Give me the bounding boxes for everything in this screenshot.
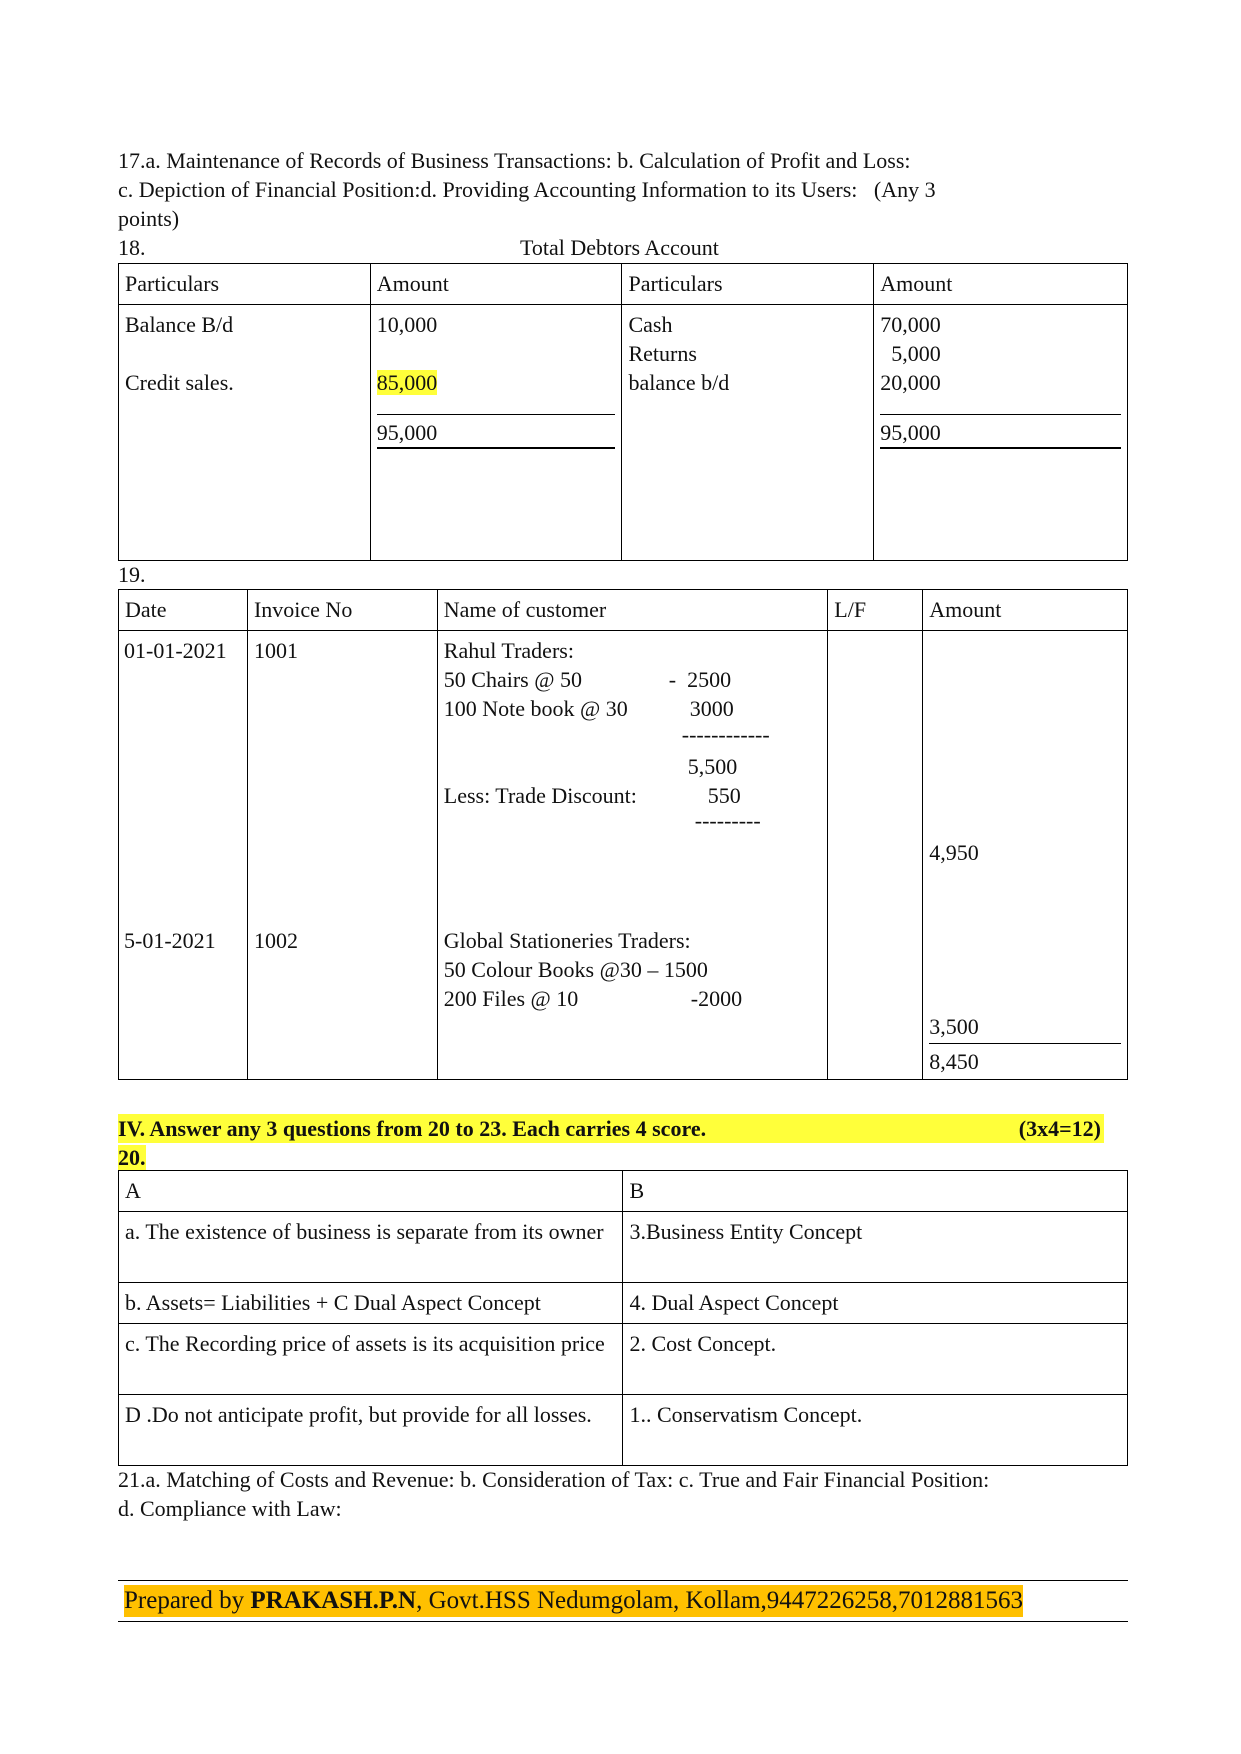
debit-particulars	[119, 305, 371, 561]
sales-book-table	[118, 589, 1128, 1080]
particular: balance b/d	[628, 370, 730, 395]
particular: Balance B/d	[125, 312, 234, 337]
author-name: PRAKASH.P.N	[250, 1587, 417, 1614]
amount: 5,000	[880, 341, 941, 366]
item-line: 50 Colour Books @30 – 1500	[443, 957, 708, 982]
concept-b: 3.Business Entity Concept	[623, 1212, 1128, 1283]
footer	[118, 1580, 1128, 1622]
q21-answer	[118, 1465, 1148, 1523]
table-header-row	[119, 1171, 1128, 1212]
highlighted-amount: 85,000	[376, 370, 438, 395]
section-heading	[118, 1114, 1104, 1172]
table-row	[119, 305, 1128, 561]
statement-a: D .Do not anticipate profit, but provide for all losses.	[119, 1395, 623, 1466]
customer-cell	[437, 631, 828, 1080]
statement-a: c. The Recording price of assets is its acquisition price	[119, 1324, 623, 1395]
column-header: Name of customer	[437, 590, 828, 631]
invoice-number: 1001	[253, 638, 298, 663]
column-header: Particulars	[622, 264, 874, 305]
dashed-rule: ------------	[681, 722, 770, 747]
credit-total: 95,000	[880, 418, 1121, 449]
q17-line3: points)	[118, 206, 180, 231]
customer-name: Global Stationeries Traders:	[443, 928, 691, 953]
item-line: 200 Files @ 10	[443, 986, 579, 1011]
customer-name: Rahul Traders:	[443, 638, 574, 663]
table-row	[119, 1395, 1128, 1466]
footer-suffix: , Govt.HSS Nedumgolam, Kollam,9447226258,7012881563	[416, 1587, 1024, 1614]
row-amount: 4,950	[929, 840, 979, 865]
lf-cell	[828, 631, 923, 1080]
column-header: Date	[119, 590, 248, 631]
footer-prefix: Prepared by	[124, 1587, 251, 1614]
q20-number: 20.	[118, 1145, 146, 1170]
column-header: A	[119, 1171, 623, 1212]
column-header: Invoice No	[247, 590, 437, 631]
amount: 70,000	[880, 312, 941, 337]
statement-a: a. The existence of business is separate from its owner	[119, 1212, 623, 1283]
column-header: L/F	[828, 590, 923, 631]
date-cell	[119, 631, 248, 1080]
table-row	[119, 1324, 1128, 1395]
particular: Cash	[628, 312, 673, 337]
subtotal: 5,500	[687, 754, 738, 779]
credit-particulars	[622, 305, 874, 561]
footer-credit	[124, 1585, 1023, 1617]
amount: 20,000	[880, 370, 941, 395]
discount-amount: 550	[707, 783, 741, 808]
item-line: 100 Note book @ 30	[443, 696, 628, 721]
invoice-number: 1002	[253, 928, 298, 953]
date: 5-01-2021	[124, 928, 216, 953]
q21-line1: 21.a. Matching of Costs and Revenue: b. Consideration of Tax: c. True and Fair Financial Position:	[118, 1467, 990, 1492]
grand-total: 8,450	[929, 1049, 979, 1074]
section-title: IV. Answer any 3 questions from 20 to 23. Each carries 4 score.	[118, 1116, 707, 1141]
debtors-account-table	[118, 263, 1128, 561]
total-rule	[377, 397, 616, 415]
particular: Credit sales.	[125, 370, 234, 395]
column-header: Particulars	[119, 264, 371, 305]
statement-a: b. Assets= Liabilities + C Dual Aspect Concept	[119, 1283, 623, 1324]
invoice-cell	[247, 631, 437, 1080]
row-amount: 3,500	[929, 1012, 1121, 1044]
concept-b: 4. Dual Aspect Concept	[623, 1283, 1128, 1324]
particular: Returns	[628, 341, 697, 366]
item-amount: - 2500	[668, 667, 732, 692]
q17-line2: c. Depiction of Financial Position:d. Providing Accounting Information to its Users: (Any 3	[118, 177, 936, 202]
table-header-row	[119, 264, 1128, 305]
debit-amounts	[370, 305, 622, 561]
concept-b: 2. Cost Concept.	[623, 1324, 1128, 1395]
q18-number: 18.	[118, 235, 146, 260]
q17-line1: 17.a. Maintenance of Records of Business Transactions: b. Calculation of Profit and Loss:	[118, 148, 911, 173]
q19-number: 19.	[118, 562, 146, 587]
amount-cell	[923, 631, 1128, 1080]
concepts-match-table	[118, 1170, 1128, 1466]
table-row	[119, 1283, 1128, 1324]
debit-total: 95,000	[377, 418, 616, 449]
q18-title: Total Debtors Account	[520, 235, 719, 260]
item-amount: -2000	[690, 986, 743, 1011]
total-rule	[880, 397, 1121, 415]
concept-b: 1.. Conservatism Concept.	[623, 1395, 1128, 1466]
section-score: (3x4=12)	[1018, 1116, 1101, 1141]
date: 01-01-2021	[124, 638, 227, 663]
q21-line2: d. Compliance with Law:	[118, 1496, 342, 1521]
credit-amounts	[874, 305, 1128, 561]
column-header: Amount	[874, 264, 1128, 305]
item-line: 50 Chairs @ 50	[443, 667, 582, 692]
amount: 10,000	[376, 312, 438, 337]
dashed-rule: ---------	[694, 808, 761, 833]
item-amount: 3000	[689, 696, 734, 721]
table-row	[119, 1212, 1128, 1283]
column-header: Amount	[923, 590, 1128, 631]
q17-answer	[118, 146, 1128, 233]
column-header: Amount	[370, 264, 622, 305]
discount-label: Less: Trade Discount:	[443, 783, 637, 808]
table-row	[119, 631, 1128, 1080]
column-header: B	[623, 1171, 1128, 1212]
table-header-row	[119, 590, 1128, 631]
